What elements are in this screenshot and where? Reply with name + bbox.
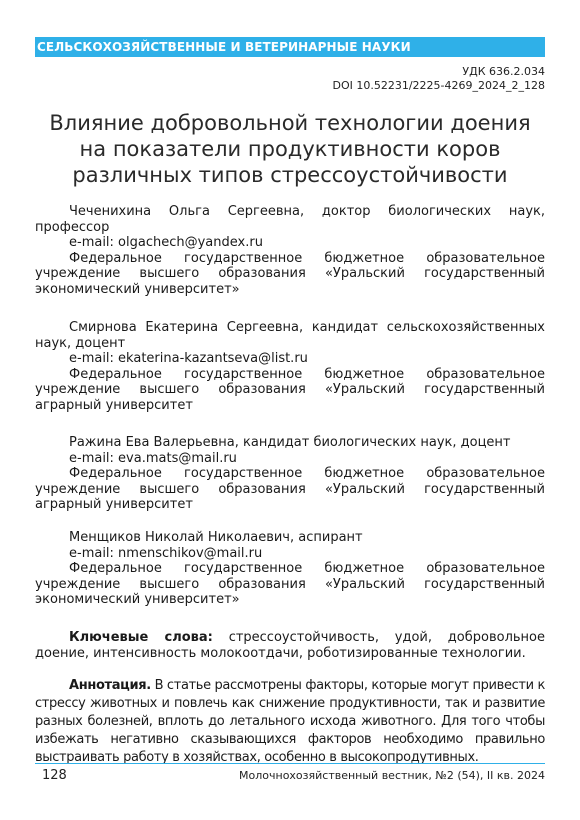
author-email: e-mail: eva.mats@mail.ru (69, 450, 237, 466)
author-block-4 (35, 530, 545, 608)
author-name: Смирнова Екатерина Сергеевна, кандидат сельскохозяйственных наук, доцент (35, 320, 545, 351)
author-block-2 (35, 320, 545, 413)
abstract-text: В статье рассмотрены факторы, которые могут привести к стрессу животных и повлечь как снижение продуктивности, так и развитие разных болезней, вплоть до летального исхода животного. Для того чтобы избежать негативно сказывающихся факторов необходимо правильно выстраивать работу в хозяйствах, особенно в высокопродутивных. (35, 678, 545, 765)
author-block-1 (35, 204, 545, 297)
author-email: e-mail: ekaterina-kazantseva@list.ru (69, 351, 308, 366)
author-email: e-mail: nmenschikov@mail.ru (69, 545, 263, 561)
udk-code: УДК 636.2.034 (462, 65, 545, 78)
author-name: Менщиков Николай Николаевич, аспирант (69, 530, 363, 545)
author-name: Чеченихина Ольга Сергеевна, доктор биологических наук, профессор (35, 204, 545, 235)
author-affiliation: Федеральное государственное бюджетное образовательное учреждение высшего образования «Уральский государственный аграрный университет (35, 466, 545, 512)
keywords (35, 630, 545, 662)
author-affiliation: Федеральное государственное бюджетное образовательное учреждение высшего образования «Уральский государственный экономический университет» (35, 250, 545, 297)
author-affiliation: Федеральное государственное бюджетное образовательное учреждение высшего образования «Уральский государственный экономический университет» (35, 561, 545, 607)
page-number: 128 (42, 768, 67, 783)
abstract (35, 677, 545, 767)
doi: DOI 10.52231/2225-4269_2024_2_128 (332, 79, 545, 92)
keywords-label: Ключевые слова: (69, 630, 213, 645)
author-email: e-mail: olgachech@yandex.ru (69, 235, 263, 250)
journal-info: Молочнохозяйственный вестник, №2 (54), II кв. 2024 (239, 769, 545, 782)
author-block-3 (35, 435, 545, 513)
abstract-label: Аннотация. (69, 678, 151, 693)
author-affiliation: Федеральное государственное бюджетное образовательное учреждение высшего образования «Уральский государственный аграрный университет (35, 366, 545, 413)
footer-divider (35, 763, 545, 764)
author-name: Ражина Ева Валерьевна, кандидат биологических наук, доцент (69, 435, 511, 450)
section-header: СЕЛЬСКОХОЗЯЙСТВЕННЫЕ И ВЕТЕРИНАРНЫЕ НАУКИ (35, 37, 545, 57)
keywords-text: стрессоустойчивость, удой, добровольное доение, интенсивность молокоотдачи, роботизированные технологии. (35, 630, 546, 661)
article-title: Влияние добровольной технологии доения на показатели продуктивности коров различных типов стрессоустойчивости (49, 111, 531, 187)
